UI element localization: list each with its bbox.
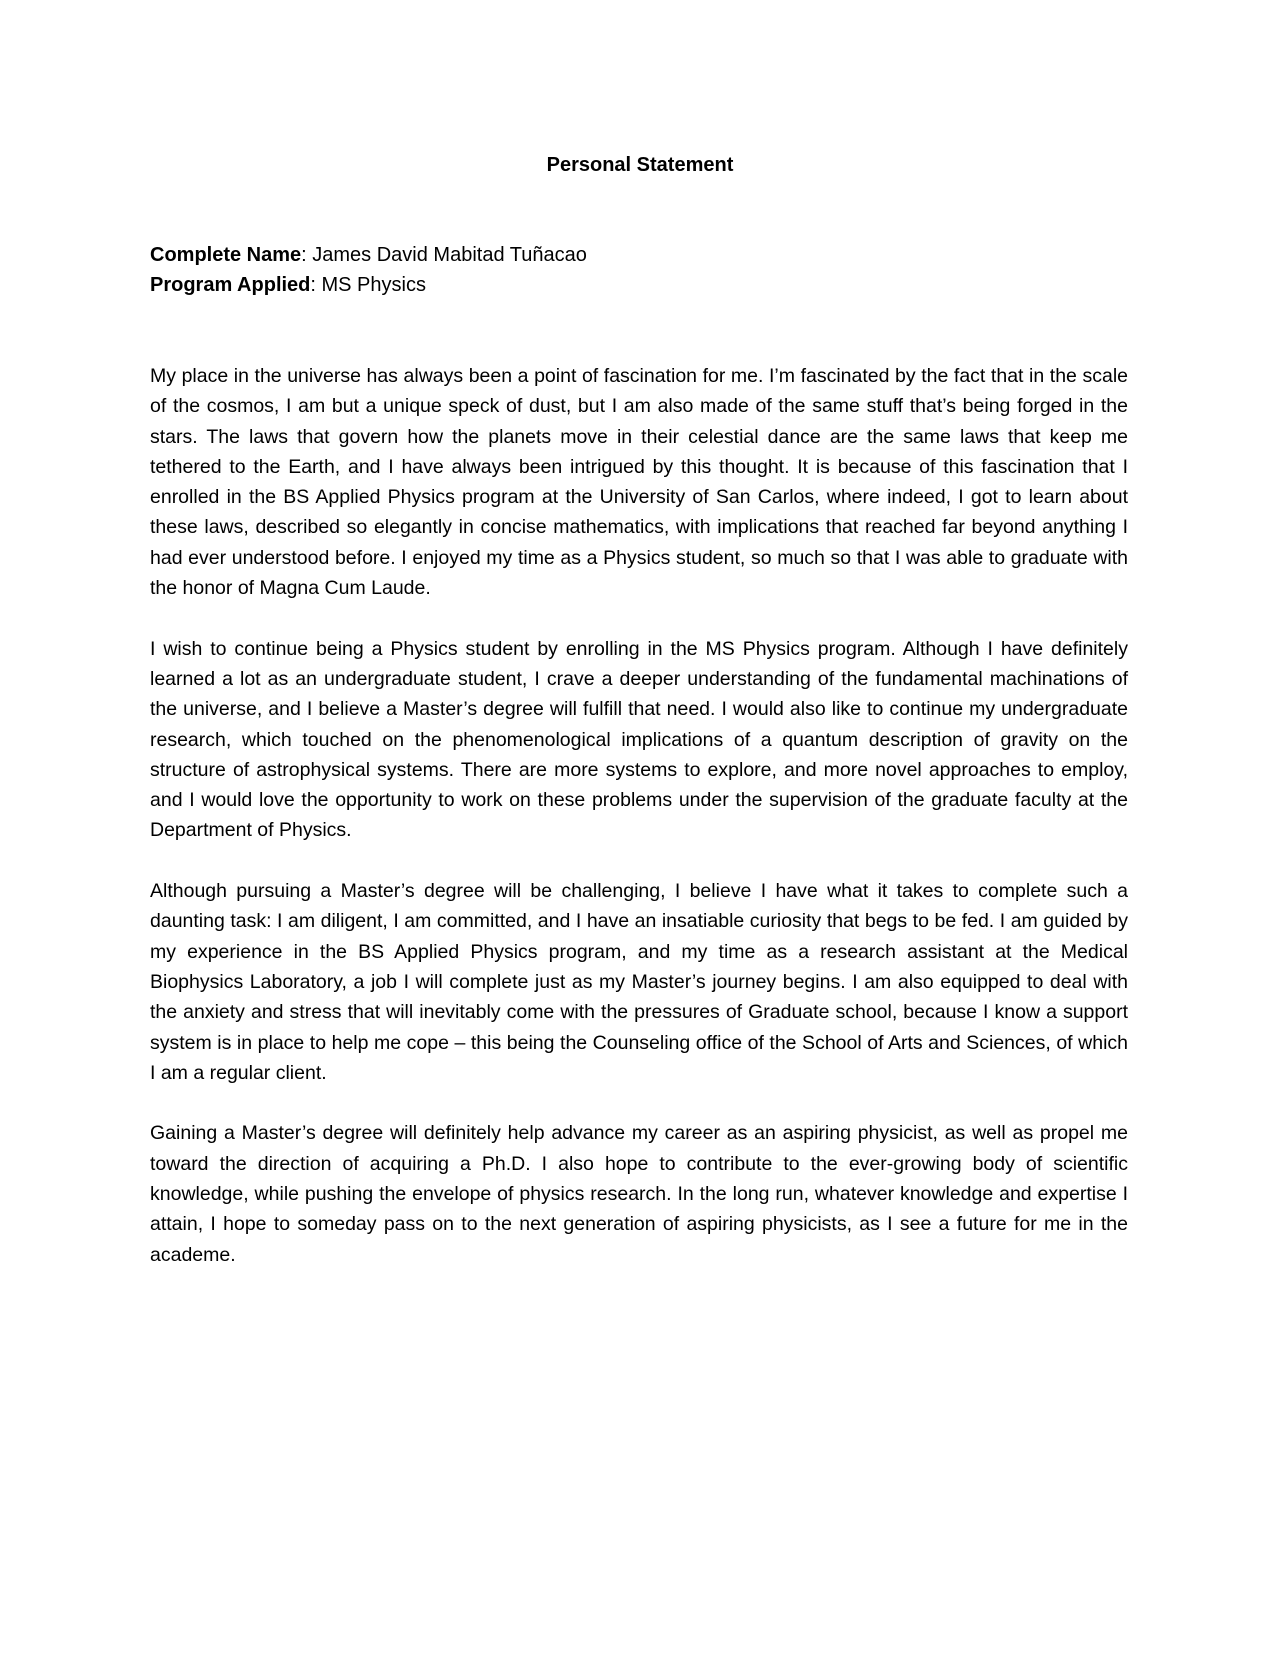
paragraph-2: I wish to continue being a Physics student by enrolling in the MS Physics program. Although I have definitely learned a lot as an undergraduate student, I crave a deeper understanding of the fundamental machinations of the universe, and I believe a Master’s degree will fulfill that need. I would also like to continue my undergraduate research, which touched on the phenomenological implications of a quantum description of gravity on the structure of astrophysical systems. There are more systems to explore, and more novel approaches to employ, and I would love the opportunity to work on these problems under the supervision of the graduate faculty at the Department of Physics. <box>150 637 1128 842</box>
program-applied-label: Program Applied <box>150 274 311 296</box>
paragraph-4: Gaining a Master’s degree will definitely help advance my career as an aspiring physicist, as well as propel me toward the direction of acquiring a Ph.D. I also hope to contribute to the ever-growing body of scientific knowledge, while pushing the envelope of physics research. In the long run, whatever knowledge and expertise I attain, I hope to someday pass on to the next generation of aspiring physicists, as I see a future for me in the academe. <box>150 1122 1128 1266</box>
complete-name-line <box>150 240 1130 270</box>
statement-body <box>150 361 1128 1300</box>
program-applied-line <box>150 270 1130 300</box>
applicant-info <box>150 240 1130 300</box>
paragraph-1: My place in the universe has always been a point of fascination for me. I’m fascinated by the fact that in the scale of the cosmos, I am but a unique speck of dust, but I am also made of the same stuff that’s being forged in the stars. The laws that govern how the planets move in their celestial dance are the same laws that keep me tethered to the Earth, and I have always been intrigued by this thought. It is because of this fascination that I enrolled in the BS Applied Physics program at the University of San Carlos, where indeed, I got to learn about these laws, described so elegantly in concise mathematics, with implications that reached far beyond anything I had ever understood before. I enjoyed my time as a Physics student, so much so that I was able to graduate with the honor of Magna Cum Laude. <box>150 365 1128 600</box>
program-applied-value: : MS Physics <box>310 274 426 296</box>
complete-name-value: : James David Mabitad Tuñacao <box>301 244 587 266</box>
complete-name-label: Complete Name <box>150 244 302 266</box>
document-title: Personal Statement <box>546 154 734 176</box>
paragraph-3: Although pursuing a Master’s degree will be challenging, I believe I have what it takes to complete such a daunting task: I am diligent, I am committed, and I have an insatiable curiosity that begs to be fed. I am guided by my experience in the BS Applied Physics program, and my time as a research assistant at the Medical Biophysics Laboratory, a job I will complete just as my Master’s journey begins. I am also equipped to deal with the anxiety and stress that will inevitably come with the pressures of Graduate school, because I know a support system is in place to help me cope – this being the Counseling office of the School of Arts and Sciences, of which I am a regular client. <box>150 880 1128 1084</box>
